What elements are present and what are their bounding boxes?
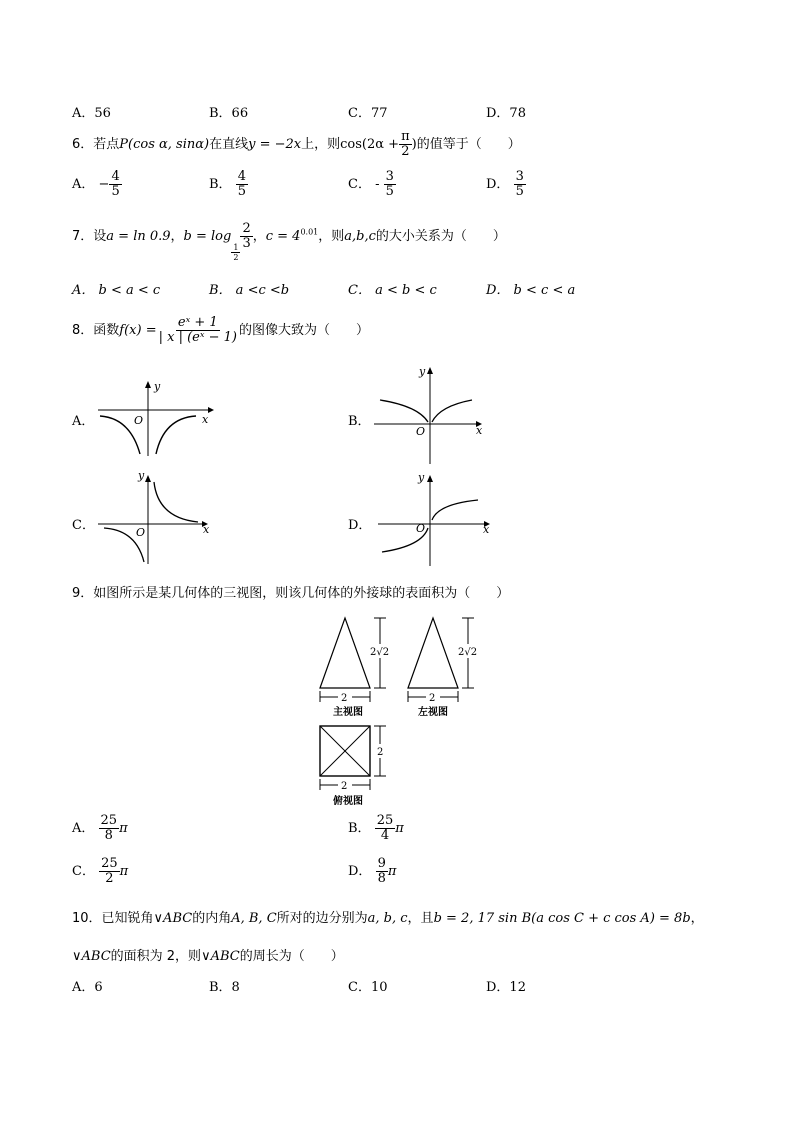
top-width: 2 [341,781,348,792]
pi: π [119,821,128,836]
frac-num: 3 [385,169,394,184]
frac [375,814,396,843]
axis-y-label: y [418,472,425,484]
condition: b = 2, 17 sin B(a cos C + c cos A) = 8b [433,911,691,926]
q7-tail: 的大小关系为（ ） [375,229,506,244]
text: ， [690,911,704,926]
frac [157,316,239,345]
q5-option-c: C．77 [348,106,388,121]
q8-graph-c [92,472,217,567]
frac-den: 2 [233,253,239,262]
origin-label: O [136,526,146,539]
frac-den: 2 [401,144,410,159]
q10-option-b: B．8 [209,980,240,995]
q8-graph-b [368,362,488,467]
vars: a,b,c [344,229,376,244]
q6-frac [399,130,412,159]
q7-option-c: C． a < b < c [348,283,437,298]
frac [384,170,396,199]
option-label: B． [348,821,371,836]
q10-stem-line1 [72,907,704,926]
origin-label: O [134,414,144,427]
axis-y-label: y [154,380,161,393]
option-label: D． [486,177,510,192]
frac-num: 4 [237,169,246,184]
q8-label-a: A． [72,414,95,429]
log-base [231,243,240,262]
frac-num: π [401,129,410,144]
frac [514,170,526,199]
q7-option-b: B． a <c <b [209,283,290,298]
top-view-label: 俯视图 [333,796,363,807]
option-label: C． [348,177,371,192]
q6-option-d [486,170,526,199]
q9-option-a [72,814,128,843]
q10-option-c: C．10 [348,980,388,995]
frac [99,857,120,886]
frac-den: 5 [515,184,524,199]
q8-f: f(x) = [119,323,157,338]
axis-x-label: x [203,523,210,536]
q7-stem [72,222,506,262]
q6-option-b [209,170,248,199]
q8-number: 8．函数 [72,323,120,338]
text: 的周长为（ ） [239,949,344,964]
q6-expr-close: ) [411,137,417,152]
q8-label-c: C． [72,518,95,533]
q5-option-a: A．56 [72,106,111,121]
front-width: 2 [341,693,348,704]
q6-option-c [348,170,396,199]
frac-num: 9 [377,856,386,871]
frac-den: 4 [380,828,390,843]
q10-option-a: A．6 [72,980,103,995]
q9-option-d [348,857,396,886]
front-height: 2√2 [370,647,390,658]
text: 的内角 [192,911,232,926]
pi: π [119,864,129,879]
q6-line: y = −2x [248,137,302,152]
frac-num: 3 [515,169,524,184]
triangle: ∨ABC [201,949,240,964]
frac-den: 5 [385,184,394,199]
frac-num: 25 [376,813,394,828]
q7-option-d: D． b < c < a [486,283,576,298]
frac-den: 5 [111,184,120,199]
front-view-label: 主视图 [333,707,363,718]
frac [376,857,388,886]
axis-y-label: y [138,472,145,482]
option-label: A． [72,821,95,836]
q6-point: P(cos α, sinα) [119,137,210,152]
axis-x-label: x [483,523,490,536]
left-view-label: 左视图 [418,707,448,718]
frac-den: 8 [377,871,386,886]
q8-label-d: D． [348,518,372,533]
q10-option-d: D．12 [486,980,526,995]
q9-option-c [72,857,128,886]
angles: A, B, C [231,911,277,926]
q6-text: 上，则 [301,137,341,152]
option-label: D． [348,864,372,879]
frac-num: eˣ + 1 [177,315,218,330]
text: ，则 [318,229,345,244]
q8-tail: 的图像大致为（ ） [238,323,369,338]
axis-x-label: x [476,424,483,437]
q7-option-a: A． b < a < c [72,283,161,298]
q10-stem-line2 [72,945,344,964]
q8-stem [72,316,369,345]
sign: - [375,177,380,192]
q8-graph-a [90,378,220,458]
sep: ， [170,229,184,244]
q9-option-b [348,814,404,843]
q7-c: c = 4 [265,229,301,244]
triangle: ∨ABC [72,949,111,964]
text: 所对的边分别为 [276,911,368,926]
frac-num: 25 [100,813,118,828]
q10-number: 10．已知锐角 [72,911,154,926]
q6-expr: cos(2α + [340,137,400,152]
frac-num: 2 [242,221,251,236]
q6-text: 在直线 [209,137,249,152]
q9-three-views [312,612,482,812]
frac-num: 4 [111,169,120,184]
frac-den: 5 [237,184,246,199]
q6-tail: 的值等于（ ） [416,137,521,152]
triangle: ∨ABC [153,911,193,926]
q7-b: b = log [183,229,232,244]
axis-y-label: y [419,365,426,378]
q7-number: 7．设 [72,229,107,244]
text: 的面积为 2，则 [110,949,202,964]
option-label: A． [72,177,95,192]
frac-num: 1 [233,243,239,252]
frac-den: 3 [242,236,251,251]
frac-num: 25 [101,856,118,871]
sep: ， [252,229,266,244]
frac [236,170,248,199]
q8-label-b: B． [348,414,371,429]
q6-stem [72,130,521,159]
text: ，且 [407,911,434,926]
frac-den: 2 [105,871,114,886]
q5-option-d: D．78 [486,106,526,121]
q7-a: a = ln 0.9 [106,229,171,244]
pi: π [395,821,404,836]
option-label: B． [209,177,232,192]
q8-graph-d [372,472,497,572]
origin-label: O [416,522,426,535]
q9-stem: 9．如图所示是某几何体的三视图，则该几何体的外接球的表面积为（ ） [72,586,510,601]
frac [240,222,252,251]
sides: a, b, c [367,911,408,926]
pi: π [387,864,397,879]
exponent: 0.01 [300,227,319,237]
frac [99,814,120,843]
origin-label: O [416,425,426,438]
frac-den: | x | (eˣ − 1) [158,330,237,345]
frac-den: 8 [104,828,113,843]
q6-number: 6．若点 [72,137,120,152]
sign: − [98,177,110,192]
option-label: C． [72,864,95,879]
frac [109,170,121,199]
q6-option-a [72,170,122,199]
left-height: 2√2 [458,647,478,658]
left-width: 2 [429,693,436,704]
top-height: 2 [377,747,384,758]
axis-x-label: x [202,413,209,426]
q5-option-b: B．66 [209,106,249,121]
